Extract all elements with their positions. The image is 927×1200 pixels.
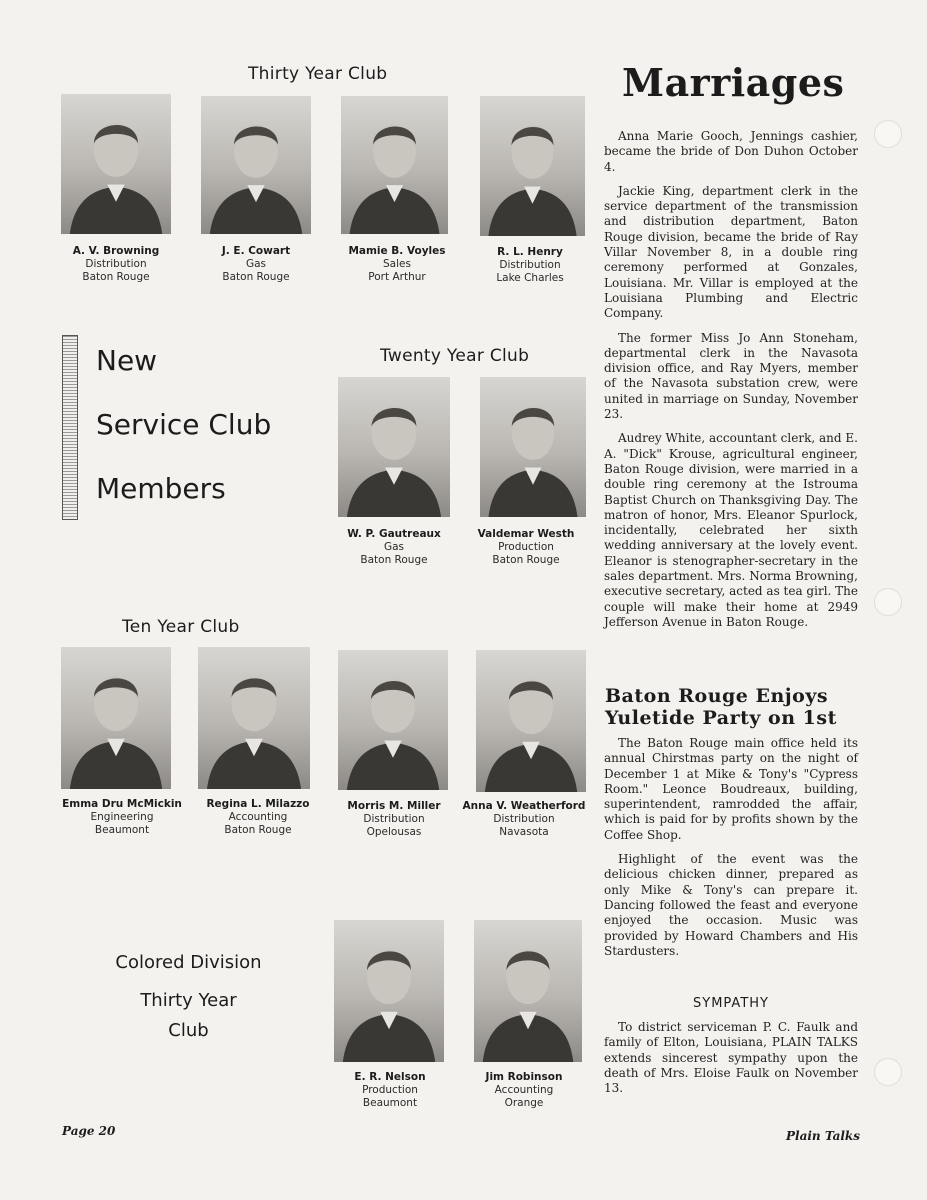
article-paragraph: The Baton Rouge main office held its annual Chirstmas party on the night of December 1 at Mike & Tony's "Cypress Room." Leonce Boudreaux, building, superintendent, ramrodded the affair, which is paid for by profits shown by the Coffee Shop.: [604, 736, 858, 842]
portrait-silhouette: [341, 96, 448, 234]
member-name: Jim Robinson: [485, 1071, 563, 1083]
member-department: Distribution: [499, 259, 561, 271]
portrait-silhouette: [201, 96, 311, 234]
twenty-year-club-title: Twenty Year Club: [380, 346, 530, 366]
member-department: Distribution: [85, 258, 147, 270]
portrait-photo: [198, 647, 310, 789]
member-department: Gas: [383, 541, 405, 553]
marriages-article: [604, 129, 858, 639]
member-department: Sales: [383, 258, 411, 270]
portrait-photo: [334, 920, 444, 1062]
portrait-photo: [480, 377, 586, 517]
member-location: Beaumont: [94, 824, 150, 836]
member-location: Baton Rouge: [224, 824, 292, 836]
feature-heading-line: Service Club: [96, 408, 272, 441]
member-location: Beaumont: [362, 1097, 418, 1109]
member-name: Morris M. Miller: [347, 800, 441, 812]
member-location: Port Arthur: [368, 271, 426, 283]
marriages-heading: Marriages: [622, 60, 845, 105]
member-location: Baton Rouge: [82, 271, 150, 283]
member-caption: [196, 798, 320, 837]
member-department: Distribution: [363, 813, 425, 825]
heading-line: Thirty Year: [140, 990, 237, 1011]
member-name: R. L. Henry: [497, 246, 563, 258]
member-caption: [335, 245, 459, 284]
member-caption: [56, 798, 188, 837]
portrait-silhouette: [480, 377, 586, 517]
portrait-photo: [61, 94, 171, 234]
member-name: Regina L. Milazzo: [206, 798, 310, 810]
portrait-silhouette: [338, 377, 450, 517]
portrait-silhouette: [61, 647, 171, 789]
member-caption: [334, 528, 454, 567]
portrait-silhouette: [61, 94, 171, 234]
article-paragraph: Anna Marie Gooch, Jennings cashier, became the bride of Don Duhon October 4.: [604, 129, 858, 174]
article-paragraph: The former Miss Jo Ann Stoneham, departmental clerk in the Navasota division office, and Ray Myers, member of the Navasota substation crew, were united in marriage on Sunday, November 23.: [604, 330, 858, 422]
heading-line: Club: [168, 1020, 209, 1041]
portrait-silhouette: [338, 650, 448, 790]
member-department: Distribution: [493, 813, 555, 825]
member-location: Lake Charles: [496, 272, 564, 284]
portrait-silhouette: [476, 650, 586, 792]
member-caption: [196, 245, 316, 284]
publication-name: Plain Talks: [786, 1129, 861, 1143]
portrait-silhouette: [198, 647, 310, 789]
punch-hole: [874, 1058, 902, 1086]
member-location: Baton Rouge: [222, 271, 290, 283]
member-department: Production: [362, 1084, 418, 1096]
article-paragraph: To district serviceman P. C. Faulk and family of Elton, Louisiana, PLAIN TALKS extends sincerest sympathy upon the death of Mrs. Eloise Faulk on November 13.: [604, 1020, 858, 1096]
ten-year-club-title: Ten Year Club: [122, 617, 240, 637]
member-caption: [470, 246, 590, 285]
portrait-silhouette: [334, 920, 444, 1062]
article-paragraph: Jackie King, department clerk in the service department of the transmission and distribution department, Baton Rouge division, became the bride of Ray Villar November 8, in a double ring ceremony performed at Gonzales, Louisiana. Mr. Villar is employed at the Louisiana Plumbing and Electric Company.: [604, 183, 858, 321]
portrait-photo: [61, 647, 171, 789]
member-name: J. E. Cowart: [221, 245, 291, 257]
colored-division-title: [96, 948, 281, 1046]
member-caption: [466, 528, 586, 567]
portrait-photo: [341, 96, 448, 234]
portrait-photo: [338, 377, 450, 517]
portrait-photo: [338, 650, 448, 790]
member-caption: [330, 1071, 450, 1110]
member-location: Orange: [504, 1097, 544, 1109]
member-caption: [332, 800, 456, 839]
feature-heading-line: Members: [96, 472, 226, 505]
feature-heading-line: New: [96, 344, 158, 377]
member-location: Opelousas: [366, 826, 422, 838]
decorative-bar-ornament: [62, 335, 78, 520]
member-name: W. P. Gautreaux: [347, 528, 441, 540]
member-caption: [456, 800, 592, 839]
member-location: Baton Rouge: [360, 554, 428, 566]
sympathy-heading: SYMPATHY: [693, 996, 769, 1011]
article-paragraph: Audrey White, accountant clerk, and E. A. "Dick" Krouse, agricultural engineer, Baton Rouge division, were married in a double ring ceremony at the Istrouma Baptist Church on Thanksgiving Day. The matron of honor, Mrs. Eleanor Spurlock, incidentally, celebrated her sixth wedding anniversary at the lovely event. Eleanor is stenographer-secretary in the sales department. Mrs. Norma Browning, executive secretary, acted as tea girl. The couple will make their home at 2949 Jefferson Avenue in Baton Rouge.: [604, 431, 858, 629]
member-name: Emma Dru McMickin: [62, 798, 182, 810]
member-department: Production: [498, 541, 554, 553]
portrait-silhouette: [480, 96, 585, 236]
member-location: Navasota: [499, 826, 549, 838]
heading-line: Colored Division: [115, 952, 262, 973]
sympathy-article: [604, 1020, 858, 1105]
member-name: E. R. Nelson: [354, 1071, 426, 1083]
baton-rouge-article: [604, 736, 858, 968]
member-caption: [464, 1071, 584, 1110]
article-paragraph: Highlight of the event was the delicious chicken dinner, prepared as only Mike & Tony's can prepare it. Dancing followed the feast and everyone enjoyed the occasion. Music was provided by Howard Chambers and His Stardusters.: [604, 852, 858, 958]
portrait-photo: [201, 96, 311, 234]
member-caption: [56, 245, 176, 284]
member-department: Accounting: [494, 1084, 554, 1096]
punch-hole: [874, 588, 902, 616]
member-name: Anna V. Weatherford: [462, 800, 586, 812]
member-location: Baton Rouge: [492, 554, 560, 566]
portrait-silhouette: [474, 920, 582, 1062]
member-department: Engineering: [90, 811, 154, 823]
member-name: Mamie B. Voyles: [348, 245, 446, 257]
member-name: Valdemar Westh: [477, 528, 575, 540]
page-number: Page 20: [62, 1124, 116, 1138]
thirty-year-club-title: Thirty Year Club: [248, 64, 388, 84]
punch-hole: [874, 120, 902, 148]
portrait-photo: [476, 650, 586, 792]
portrait-photo: [480, 96, 585, 236]
baton-rouge-party-heading: Baton Rouge Enjoys Yuletide Party on 1st: [605, 685, 837, 729]
member-department: Accounting: [228, 811, 288, 823]
member-name: A. V. Browning: [72, 245, 160, 257]
member-department: Gas: [245, 258, 267, 270]
portrait-photo: [474, 920, 582, 1062]
